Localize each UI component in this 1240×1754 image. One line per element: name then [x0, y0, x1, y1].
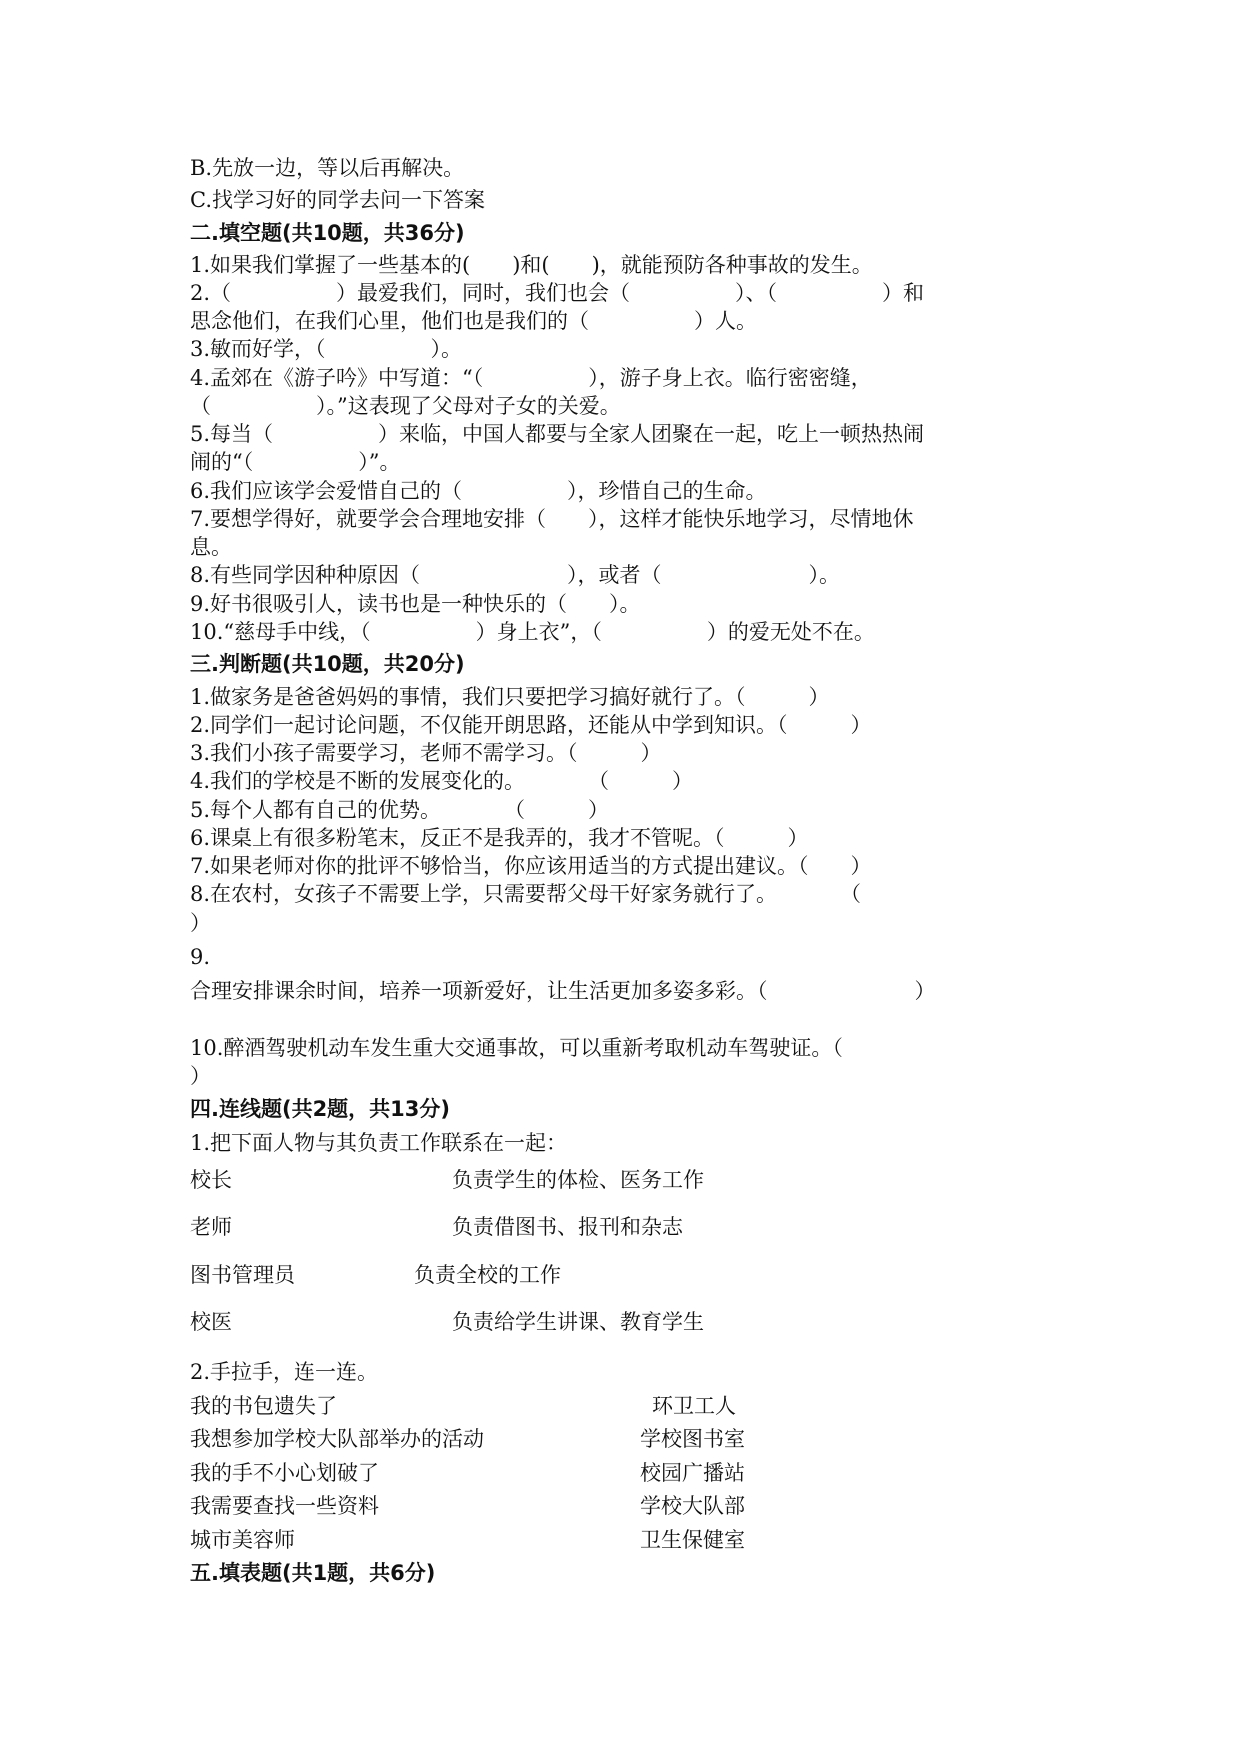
matching-left: 校医: [190, 1310, 232, 1334]
matching-q1-row: [190, 1166, 704, 1194]
fill-blank-line: （ ）。”这表现了父母对子女的关爱。: [190, 394, 621, 418]
matching-q2-row: [190, 1526, 745, 1554]
fill-blank-line: 10.“慈母手中线，（ ）身上衣”，（ ）的爱无处不在。: [190, 620, 875, 644]
matching-right: 校园广播站: [640, 1461, 745, 1485]
matching-q1-title: 1.把下面人物与其负责工作联系在一起：: [190, 1131, 568, 1155]
matching-right: 负责学生的体检、医务工作: [452, 1168, 704, 1192]
section-heading-true-false: 三.判断题(共10题，共20分): [190, 652, 465, 676]
matching-q1-row: [190, 1261, 561, 1289]
fill-blank-line: 闹的“（ ）”。: [190, 450, 401, 474]
matching-right: 负责给学生讲课、教育学生: [452, 1310, 704, 1334]
true-false-line: 2.同学们一起讨论问题，不仅能开朗思路，还能从中学到知识。（ ）: [190, 713, 872, 737]
fill-blank-line: 7.要想学得好，就要学会合理地安排（ ），这样才能快乐地学习，尽情地休: [190, 507, 914, 531]
matching-right: 负责全校的工作: [414, 1263, 561, 1287]
matching-left: 图书管理员: [190, 1263, 295, 1287]
true-false-line: 8.在农村，女孩子不需要上学，只需要帮父母干好家务就行了。 （: [190, 882, 862, 906]
fill-blank-line: 5.每当（ ）来临，中国人都要与全家人团聚在一起，吃上一顿热热闹: [190, 422, 925, 446]
section-heading-table: 五.填表题(共1题，共6分): [190, 1561, 436, 1585]
fill-blank-line: 9.好书很吸引人，读书也是一种快乐的（ ）。: [190, 592, 641, 616]
matching-q2-row: [190, 1492, 745, 1520]
matching-right: 学校图书室: [640, 1427, 745, 1451]
fill-blank-line: 3.敏而好学，（ ）。: [190, 337, 463, 361]
true-false-line: 合理安排课余时间，培养一项新爱好，让生活更加多姿多彩。（ ）: [190, 979, 936, 1003]
matching-left: 我需要查找一些资料: [190, 1494, 379, 1518]
matching-left: 老师: [190, 1215, 232, 1239]
true-false-line: 3.我们小孩子需要学习，老师不需学习。（ ）: [190, 741, 662, 765]
matching-q1-row: [190, 1308, 704, 1336]
true-false-line: 5.每个人都有自己的优势。 （ ）: [190, 798, 610, 822]
fill-blank-line: 思念他们，在我们心里，他们也是我们的（ ）人。: [190, 309, 757, 333]
option-c: C.找学习好的同学去问一下答案: [190, 188, 485, 212]
matching-left: 城市美容师: [190, 1528, 295, 1552]
matching-left: 我的书包遗失了: [190, 1394, 337, 1418]
section-heading-matching: 四.连线题(共2题，共13分): [190, 1097, 451, 1121]
matching-right: 环卫工人: [652, 1394, 736, 1418]
true-false-line: 1.做家务是爸爸妈妈的事情，我们只要把学习搞好就行了。（ ）: [190, 685, 830, 709]
true-false-line: 7.如果老师对你的批评不够恰当，你应该用适当的方式提出建议。（ ）: [190, 854, 872, 878]
matching-left: 我想参加学校大队部举办的活动: [190, 1427, 484, 1451]
fill-blank-line: 6.我们应该学会爱惜自己的（ ），珍惜自己的生命。: [190, 479, 767, 503]
fill-blank-line: 息。: [190, 535, 232, 559]
fill-blank-line: 8.有些同学因种种原因（ ），或者（ ）。: [190, 563, 841, 587]
option-b: B.先放一边，等以后再解决。: [190, 156, 465, 180]
fill-blank-line: 1.如果我们掌握了一些基本的( )和( )，就能预防各种事故的发生。: [190, 253, 873, 277]
matching-right: 卫生保健室: [640, 1528, 745, 1552]
matching-left: 我的手不小心划破了: [190, 1461, 379, 1485]
true-false-line: 10.醉酒驾驶机动车发生重大交通事故，可以重新考取机动车驾驶证。（: [190, 1036, 843, 1060]
matching-left: 校长: [190, 1168, 232, 1192]
section-heading-fill-blank: 二.填空题(共10题，共36分): [190, 221, 465, 245]
true-false-line: 6.课桌上有很多粉笔末，反正不是我弄的，我才不管呢。（ ）: [190, 826, 809, 850]
true-false-line: 9.: [190, 945, 211, 969]
matching-q2-title: 2.手拉手，连一连。: [190, 1360, 379, 1384]
matching-right: 学校大队部: [640, 1494, 745, 1518]
true-false-line: 4.我们的学校是不断的发展变化的。 （ ）: [190, 769, 694, 793]
matching-q1-row: [190, 1213, 683, 1241]
matching-q2-row: [190, 1425, 745, 1453]
matching-q2-row: [190, 1392, 736, 1420]
matching-right: 负责借图书、报刊和杂志: [452, 1215, 683, 1239]
fill-blank-line: 4.孟郊在《游子吟》中写道：“（ ），游子身上衣。临行密密缝，: [190, 366, 872, 390]
true-false-line: ）: [190, 911, 211, 935]
matching-q2-row: [190, 1459, 745, 1487]
true-false-line: ）: [190, 1064, 211, 1088]
fill-blank-line: 2.（ ）最爱我们，同时，我们也会（ ）、（ ）和: [190, 281, 925, 305]
